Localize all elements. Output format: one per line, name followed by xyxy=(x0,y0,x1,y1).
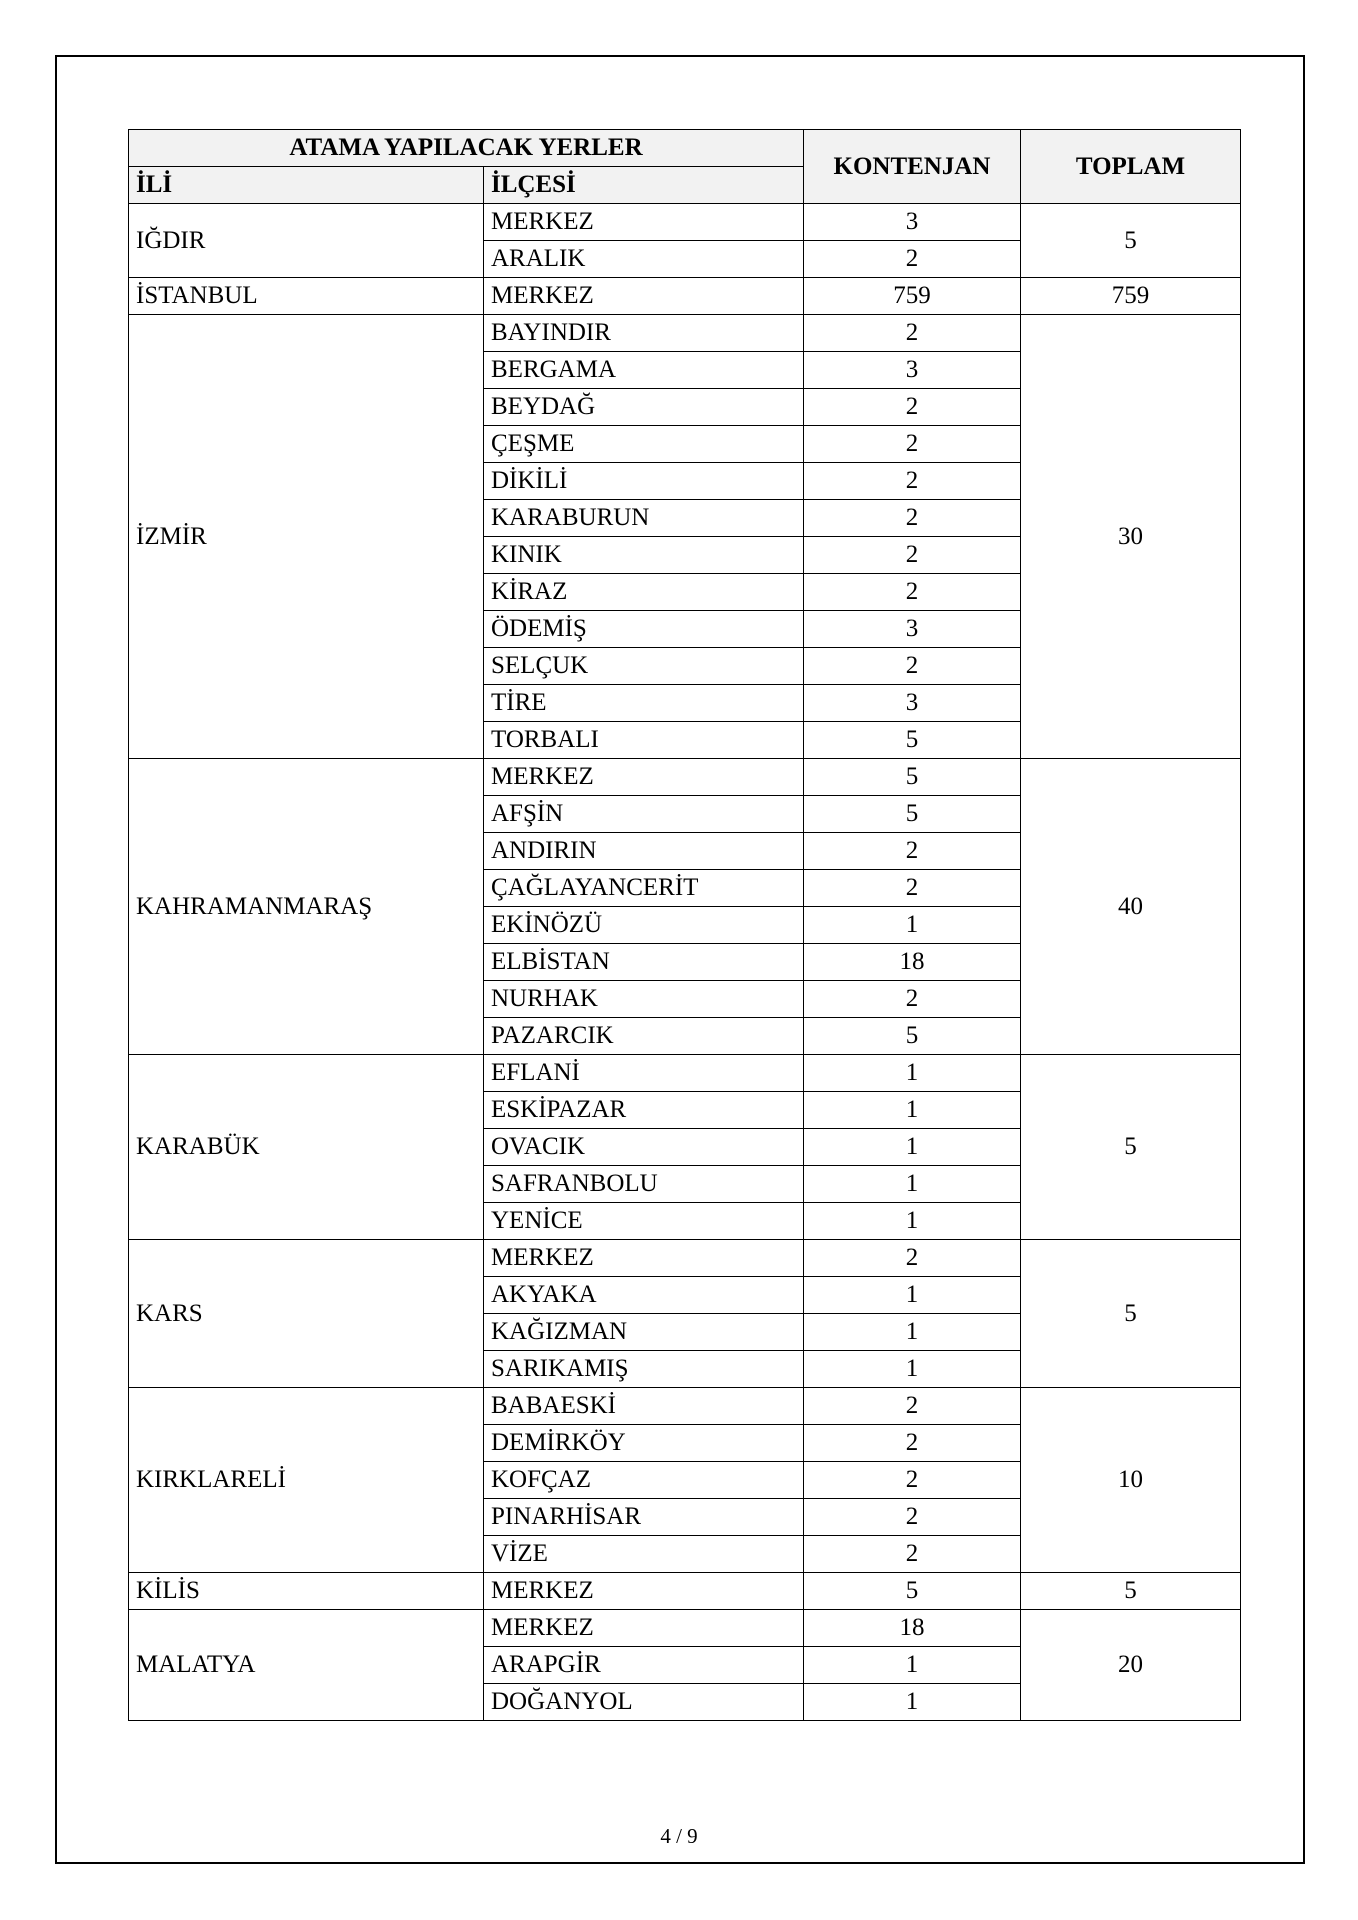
province-cell: KARABÜK xyxy=(129,1055,484,1240)
district-cell: EFLANİ xyxy=(484,1055,804,1092)
quota-cell: 3 xyxy=(804,611,1021,648)
district-cell: ARAPGİR xyxy=(484,1647,804,1684)
district-cell: TİRE xyxy=(484,685,804,722)
province-cell: MALATYA xyxy=(129,1610,484,1721)
district-cell: MERKEZ xyxy=(484,759,804,796)
district-cell: BABAESKİ xyxy=(484,1388,804,1425)
district-cell: SAFRANBOLU xyxy=(484,1166,804,1203)
total-cell: 10 xyxy=(1021,1388,1241,1573)
quota-cell: 1 xyxy=(804,1055,1021,1092)
table-row xyxy=(129,1573,1241,1610)
total-cell: 759 xyxy=(1021,278,1241,315)
quota-cell: 1 xyxy=(804,1092,1021,1129)
table-row xyxy=(129,1610,1241,1647)
district-cell: YENİCE xyxy=(484,1203,804,1240)
district-cell: AKYAKA xyxy=(484,1277,804,1314)
quota-cell: 2 xyxy=(804,1240,1021,1277)
quota-cell: 2 xyxy=(804,1388,1021,1425)
quota-cell: 1 xyxy=(804,1166,1021,1203)
province-cell: İZMİR xyxy=(129,315,484,759)
district-cell: ÖDEMİŞ xyxy=(484,611,804,648)
district-cell: NURHAK xyxy=(484,981,804,1018)
province-cell: KAHRAMANMARAŞ xyxy=(129,759,484,1055)
total-cell: 5 xyxy=(1021,1573,1241,1610)
district-cell: ELBİSTAN xyxy=(484,944,804,981)
district-cell: MERKEZ xyxy=(484,1240,804,1277)
quota-cell: 2 xyxy=(804,463,1021,500)
placement-table xyxy=(128,129,1241,1721)
district-cell: MERKEZ xyxy=(484,278,804,315)
quota-cell: 2 xyxy=(804,1462,1021,1499)
total-cell: 5 xyxy=(1021,204,1241,278)
table-row xyxy=(129,315,1241,352)
quota-cell: 1 xyxy=(804,907,1021,944)
quota-cell: 5 xyxy=(804,1018,1021,1055)
district-cell: BERGAMA xyxy=(484,352,804,389)
total-cell: 5 xyxy=(1021,1240,1241,1388)
total-cell: 5 xyxy=(1021,1055,1241,1240)
district-cell: SELÇUK xyxy=(484,648,804,685)
district-cell: EKİNÖZÜ xyxy=(484,907,804,944)
quota-cell: 759 xyxy=(804,278,1021,315)
district-cell: KOFÇAZ xyxy=(484,1462,804,1499)
district-cell: MERKEZ xyxy=(484,1610,804,1647)
total-cell: 40 xyxy=(1021,759,1241,1055)
quota-cell: 1 xyxy=(804,1684,1021,1721)
province-cell: İSTANBUL xyxy=(129,278,484,315)
group-header: ATAMA YAPILACAK YERLER xyxy=(129,130,804,167)
district-cell: DEMİRKÖY xyxy=(484,1425,804,1462)
quota-cell: 2 xyxy=(804,981,1021,1018)
quota-cell: 1 xyxy=(804,1129,1021,1166)
quota-cell: 2 xyxy=(804,648,1021,685)
district-cell: ANDIRIN xyxy=(484,833,804,870)
quota-cell: 3 xyxy=(804,352,1021,389)
table-row xyxy=(129,278,1241,315)
quota-cell: 3 xyxy=(804,685,1021,722)
district-cell: KİRAZ xyxy=(484,574,804,611)
district-cell: DOĞANYOL xyxy=(484,1684,804,1721)
quota-cell: 2 xyxy=(804,389,1021,426)
district-cell: MERKEZ xyxy=(484,204,804,241)
toplam-header: TOPLAM xyxy=(1021,130,1241,204)
quota-cell: 2 xyxy=(804,537,1021,574)
quota-cell: 5 xyxy=(804,759,1021,796)
quota-cell: 2 xyxy=(804,574,1021,611)
district-cell: MERKEZ xyxy=(484,1573,804,1610)
kontenjan-header: KONTENJAN xyxy=(804,130,1021,204)
district-cell: PINARHİSAR xyxy=(484,1499,804,1536)
district-cell: SARIKAMIŞ xyxy=(484,1351,804,1388)
quota-cell: 2 xyxy=(804,1536,1021,1573)
page-number: 4 / 9 xyxy=(660,1824,698,1848)
quota-cell: 2 xyxy=(804,833,1021,870)
district-cell: KAĞIZMAN xyxy=(484,1314,804,1351)
quota-cell: 18 xyxy=(804,1610,1021,1647)
quota-cell: 3 xyxy=(804,204,1021,241)
quota-cell: 2 xyxy=(804,1425,1021,1462)
district-cell: AFŞİN xyxy=(484,796,804,833)
province-cell: IĞDIR xyxy=(129,204,484,278)
total-cell: 20 xyxy=(1021,1610,1241,1721)
district-cell: ÇAĞLAYANCERİT xyxy=(484,870,804,907)
table-header xyxy=(129,130,1241,204)
total-cell: 30 xyxy=(1021,315,1241,759)
district-cell: KINIK xyxy=(484,537,804,574)
district-cell: OVACIK xyxy=(484,1129,804,1166)
quota-cell: 5 xyxy=(804,796,1021,833)
quota-cell: 2 xyxy=(804,870,1021,907)
table-row xyxy=(129,1055,1241,1092)
district-cell: BEYDAĞ xyxy=(484,389,804,426)
district-cell: BAYINDIR xyxy=(484,315,804,352)
district-cell: TORBALI xyxy=(484,722,804,759)
quota-cell: 2 xyxy=(804,1499,1021,1536)
table-body xyxy=(129,204,1241,1721)
quota-cell: 2 xyxy=(804,315,1021,352)
quota-cell: 18 xyxy=(804,944,1021,981)
district-cell: ESKİPAZAR xyxy=(484,1092,804,1129)
quota-cell: 1 xyxy=(804,1314,1021,1351)
district-cell: PAZARCIK xyxy=(484,1018,804,1055)
province-cell: KIRKLARELİ xyxy=(129,1388,484,1573)
quota-cell: 1 xyxy=(804,1203,1021,1240)
table-row xyxy=(129,204,1241,241)
quota-cell: 2 xyxy=(804,241,1021,278)
table-row xyxy=(129,1240,1241,1277)
table-row xyxy=(129,759,1241,796)
quota-cell: 1 xyxy=(804,1351,1021,1388)
district-cell: KARABURUN xyxy=(484,500,804,537)
il-header: İLİ xyxy=(129,167,484,204)
quota-cell: 1 xyxy=(804,1647,1021,1684)
quota-cell: 2 xyxy=(804,426,1021,463)
province-cell: KİLİS xyxy=(129,1573,484,1610)
district-cell: ÇEŞME xyxy=(484,426,804,463)
district-cell: VİZE xyxy=(484,1536,804,1573)
district-cell: ARALIK xyxy=(484,241,804,278)
district-cell: DİKİLİ xyxy=(484,463,804,500)
quota-cell: 1 xyxy=(804,1277,1021,1314)
quota-cell: 2 xyxy=(804,500,1021,537)
province-cell: KARS xyxy=(129,1240,484,1388)
quota-cell: 5 xyxy=(804,722,1021,759)
ilce-header: İLÇESİ xyxy=(484,167,804,204)
table-row xyxy=(129,1388,1241,1425)
quota-cell: 5 xyxy=(804,1573,1021,1610)
